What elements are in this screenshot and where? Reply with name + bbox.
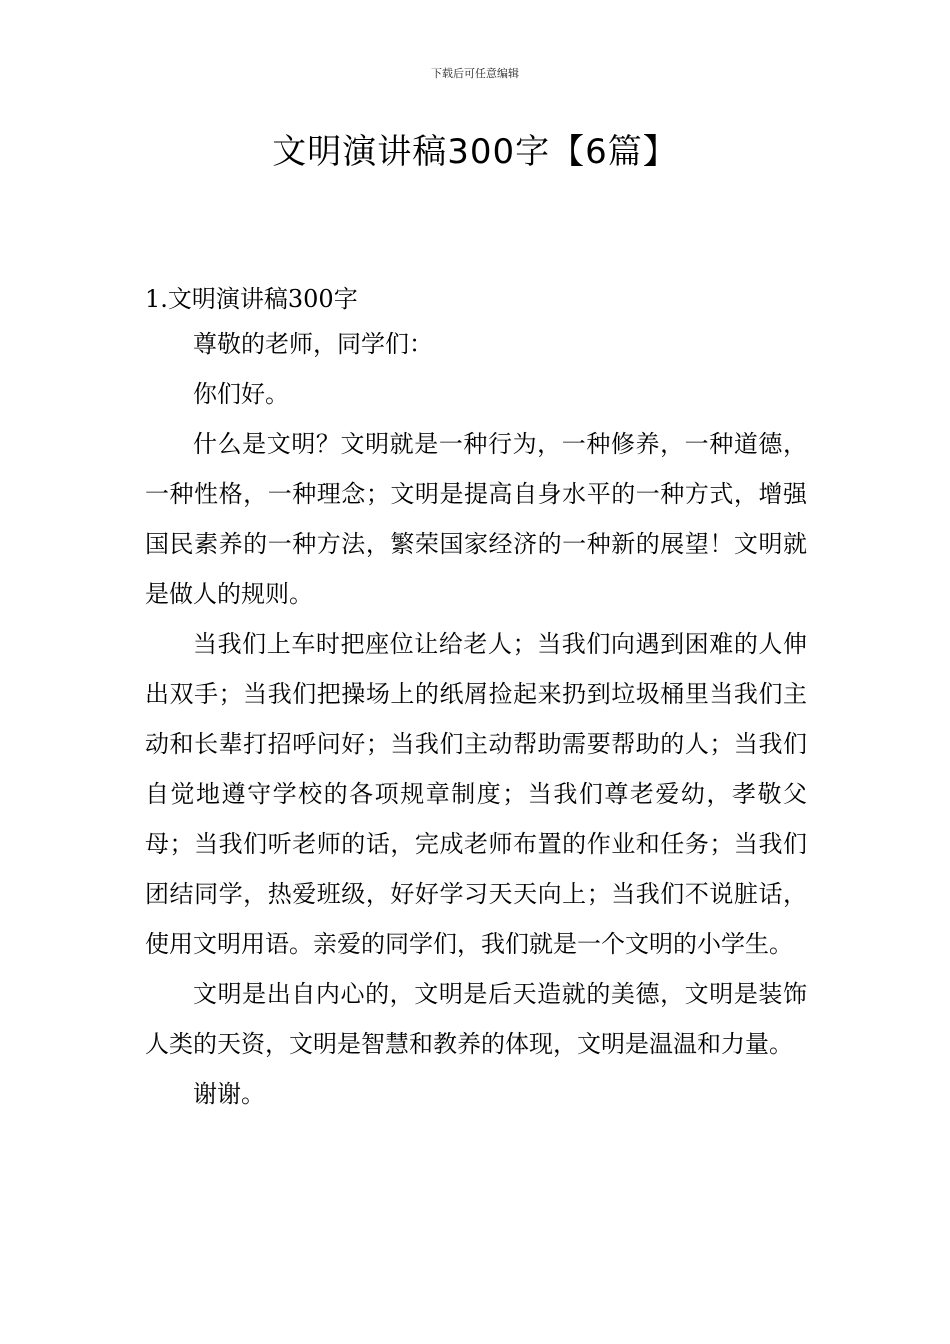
paragraph-greeting: 你们好。 xyxy=(193,380,289,408)
header-note: 下载后可任意编辑 xyxy=(431,67,519,80)
document-title: 文明演讲稿300字【6篇】 xyxy=(272,132,678,172)
document-body xyxy=(145,280,807,1119)
section-heading: 1.文明演讲稿300字 xyxy=(145,285,358,313)
paragraph-what-is-civility: 什么是文明？文明就是一种行为，一种修养，一种道德，一种性格，一种理念；文明是提高自身水平的一种方式，增强国民素养的一种方法，繁荣国家经济的一种新的展望！文明就是做人的规则。 xyxy=(145,430,807,608)
paragraph-examples: 当我们上车时把座位让给老人；当我们向遇到困难的人伸出双手；当我们把操场上的纸屑捡起来扔到垃圾桶里当我们主动和长辈打招呼问好；当我们主动帮助需要帮助的人；当我们自觉地遵守学校的各项规章制度；当我们尊老爱幼，孝敬父母；当我们听老师的话，完成老师布置的作业和任务；当我们团结同学，热爱班级，好好学习天天向上；当我们不说脏话，使用文明用语。亲爱的同学们，我们就是一个文明的小学生。 xyxy=(145,630,807,958)
paragraph-thanks: 谢谢。 xyxy=(193,1080,265,1108)
paragraph-salutation: 尊敬的老师，同学们： xyxy=(193,330,433,358)
paragraph-conclusion: 文明是出自内心的，文明是后天造就的美德，文明是装饰人类的天资，文明是智慧和教养的体现，文明是温温和力量。 xyxy=(145,980,807,1058)
